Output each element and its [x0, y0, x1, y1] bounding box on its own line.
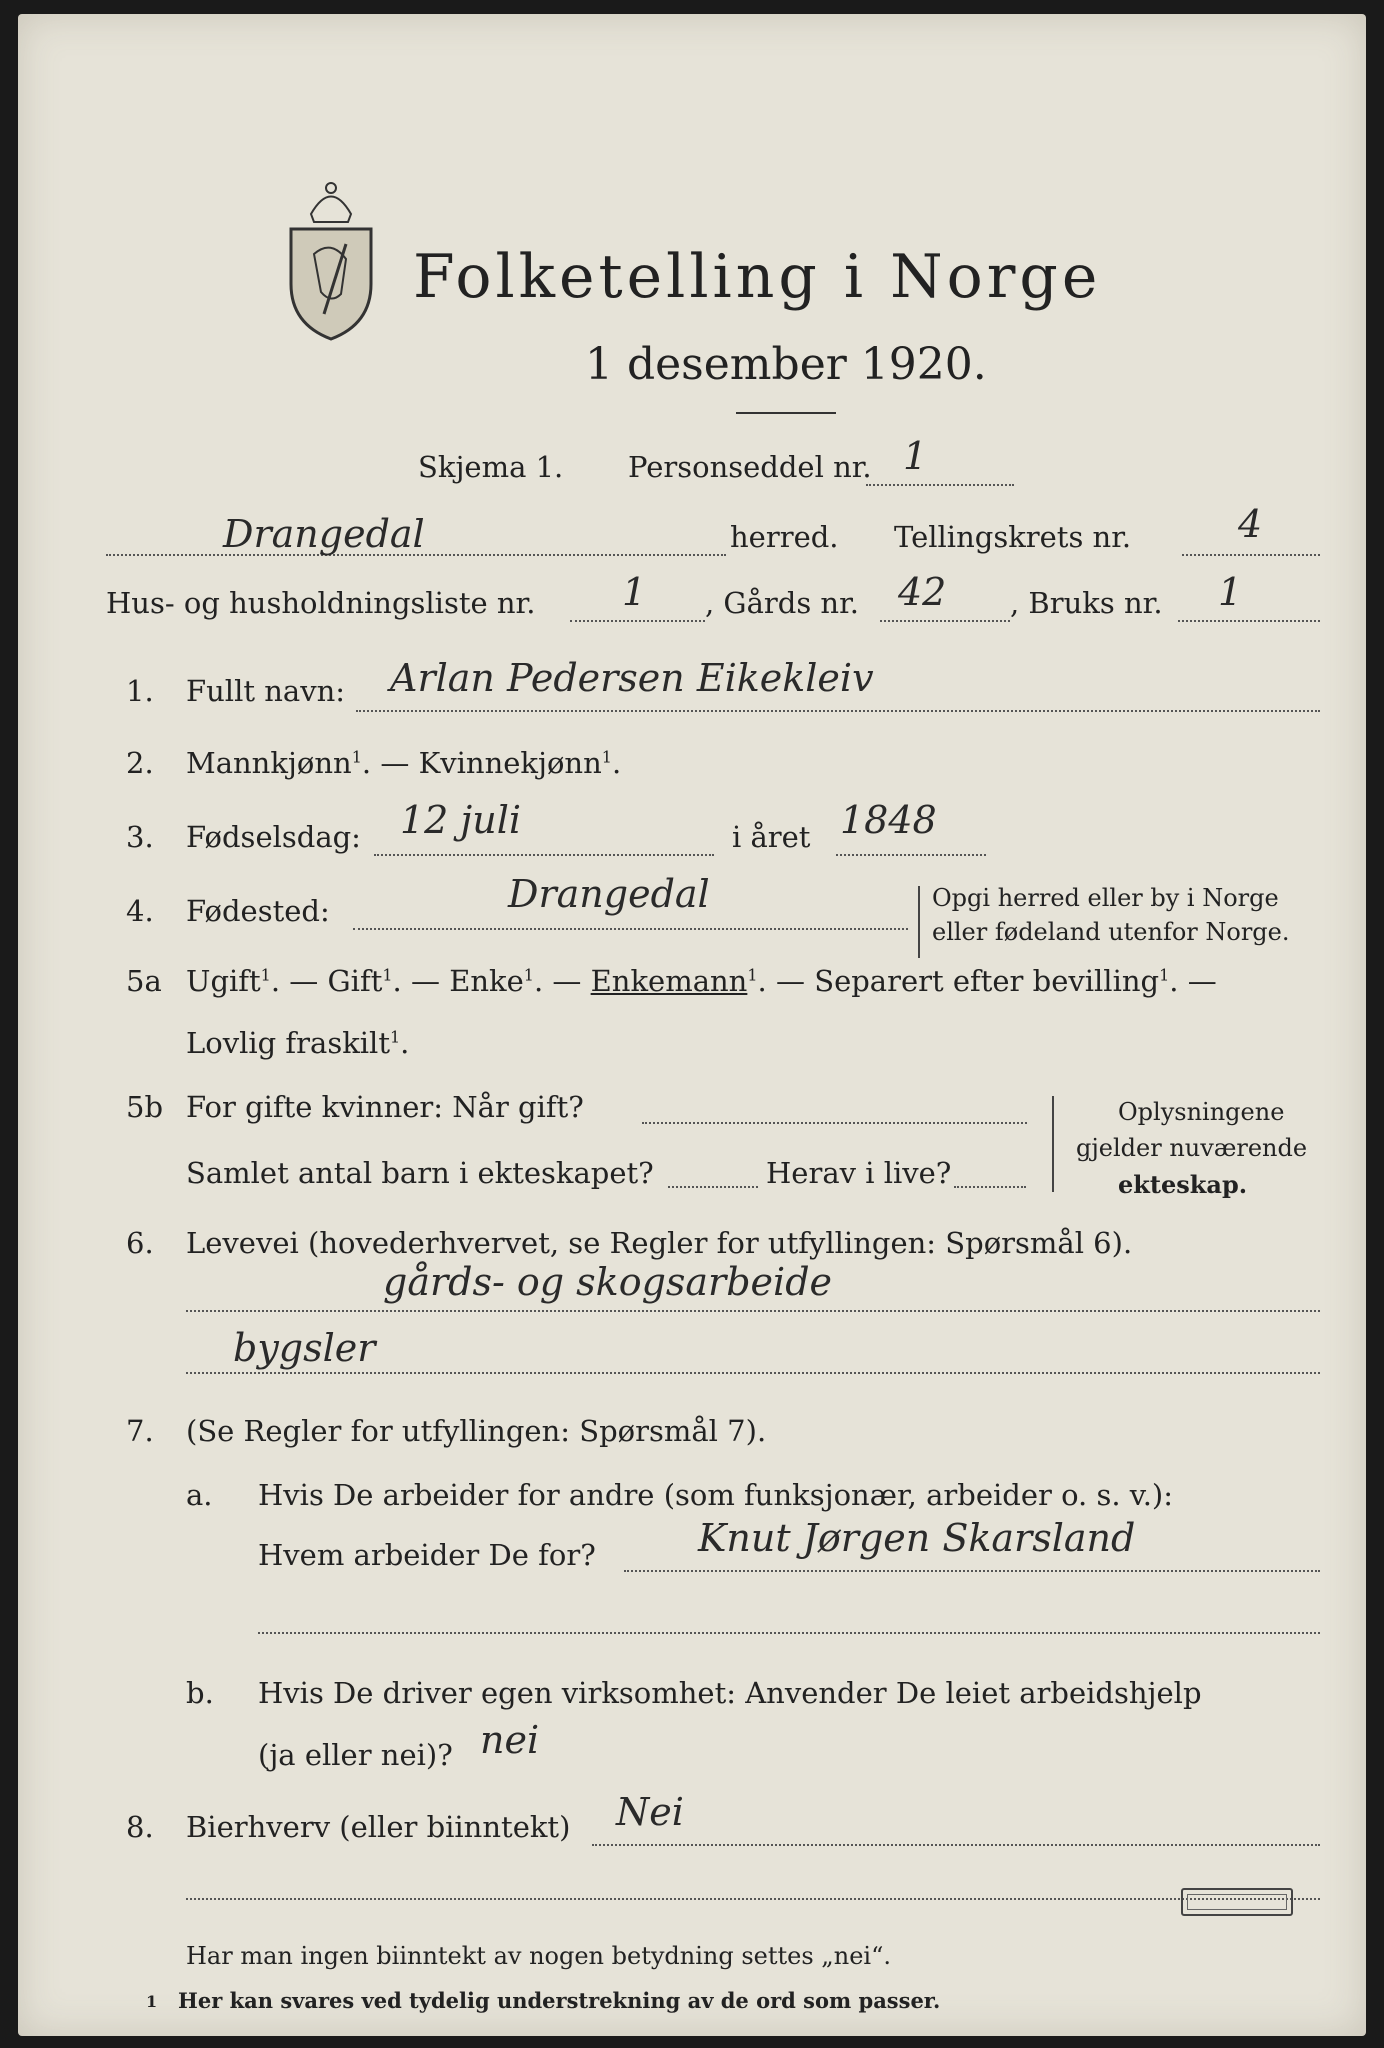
q3-number: 3.	[126, 820, 154, 854]
herred-value[interactable]: Drangedal	[223, 512, 425, 556]
gards-value[interactable]: 42	[898, 570, 947, 614]
q7b-letter: b.	[186, 1676, 214, 1710]
employer-value[interactable]: Knut Jørgen Skarsland	[698, 1516, 1136, 1560]
occupation-value-1[interactable]: gårds- og skogsarbeide	[383, 1260, 833, 1304]
personseddel-label: Personseddel nr.	[628, 450, 872, 484]
q8-number: 8.	[126, 1810, 154, 1844]
footer-note: Har man ingen biinntekt av nogen betydning settes „nei“.	[186, 1942, 891, 1970]
q1-number: 1.	[126, 674, 154, 708]
hus-value[interactable]: 1	[622, 570, 647, 614]
children-label: Samlet antal barn i ekteskapet?	[186, 1156, 654, 1190]
skjema-label: Skjema 1.	[418, 450, 564, 484]
tellingskrets-value[interactable]: 4	[1238, 502, 1263, 546]
form-title: Folketelling i Norge	[413, 242, 1102, 312]
gift-option[interactable]: Gift	[327, 964, 383, 998]
marriage-note-3: ekteskap.	[1118, 1170, 1248, 1199]
q4-label: Fødested:	[186, 894, 330, 928]
male-option[interactable]: Mannkjønn	[186, 746, 352, 780]
footnote-text: Her kan svares ved tydelig understrekning av de ord som passer.	[178, 1988, 941, 2013]
printer-stamp-icon	[1181, 1888, 1293, 1916]
separert-option[interactable]: Separert efter bevilling	[814, 964, 1160, 998]
q5b-label: For gifte kvinner: Når gift?	[186, 1090, 584, 1124]
footnote-mark: 1	[146, 1992, 158, 2011]
q4-number: 4.	[126, 894, 154, 928]
q1-label: Fullt navn:	[186, 674, 346, 708]
occupation-value-2[interactable]: bygsler	[233, 1326, 376, 1370]
year-label: i året	[732, 820, 811, 854]
hus-label: Hus- og husholdningsliste nr.	[106, 586, 536, 620]
q7-label: (Se Regler for utfyllingen: Spørsmål 7).	[186, 1414, 767, 1448]
q6-label: Levevei (hovederhvervet, se Regler for utfyllingen: Spørsmål 6).	[186, 1226, 1133, 1260]
full-name-value[interactable]: Arlan Pedersen Eikekleiv	[390, 656, 874, 700]
gender-options: Mannkjønn$^1$. — Kvinnekjønn$^1$.	[186, 746, 622, 780]
personseddel-value[interactable]: 1	[903, 434, 928, 478]
herred-label: herred.	[730, 520, 839, 554]
bruks-label: , Bruks nr.	[1010, 586, 1163, 620]
birthdate-value[interactable]: 12 juli	[400, 798, 521, 842]
q7b-question: (ja eller nei)?	[258, 1738, 453, 1772]
q5b-number: 5b	[126, 1090, 164, 1124]
marriage-note-2: gjelder nuværende	[1076, 1134, 1308, 1162]
fraskilt-option[interactable]: Lovlig fraskilt	[186, 1026, 390, 1060]
birthplace-note-2: eller fødeland utenfor Norge.	[932, 918, 1290, 946]
q6-number: 6.	[126, 1226, 154, 1260]
census-form-page: Folketelling i Norge 1 desember 1920. Skjema 1. Personseddel nr. 1 Drangedal herred. Tellingskrets nr. 4 Hus- og husholdningsliste nr. 1 , Gårds nr. 42 , Bruks nr. 1 1. Fullt navn: Arlan Pedersen Eikekleiv 2. Mannkjønn$^1$. — Kvinnekjønn$^1$. 3. Fødselsdag: 12 juli i året 1848 4. Fødested: Drangedal Opgi herred eller by i Norge eller fødeland utenfor Norge. 5a Ugift$^1$. — Gift$^1$. — Enke$^1$. — Enkemann$^1$. — Separert efter bevilling$^1$. — Lovlig fraskilt$^1$. 5b For gifte kvinner: Når gift? Samlet antal barn i ekteskapet? Herav i live? Oplysningene gjelder nuværende ekteskap. 6. Levevei (hovederhvervet, se Regler for utfyllingen: Spørsmål 6). gårds- og skogsarbeide bygsler 7. (Se Regler for utfyllingen: Spørsmål 7). a. Hvis De arbeider for andre (som funksjonær, arbeider o. s. v.): Hvem arbeider De for? Knut Jørgen Skarsland b. Hvis De driver egen virksomhet: Anvender De leiet arbeidshjelp (ja eller nei)? nei 8. Bierhverv (eller biinntekt) Nei Har man ingen biinntekt av nogen betydning settes „nei“. 1 Her kan svares ved tydelig understrekning av de ord som passer.	[18, 14, 1366, 2036]
q7b-label: Hvis De driver egen virksomhet: Anvender De leiet arbeidshjelp	[258, 1676, 1202, 1710]
marriage-note-1: Oplysningene	[1118, 1098, 1285, 1126]
gards-label: , Gårds nr.	[705, 586, 859, 620]
q7a-letter: a.	[186, 1478, 213, 1512]
enke-option[interactable]: Enke	[449, 964, 524, 998]
q2-number: 2.	[126, 746, 154, 780]
birthplace-note-1: Opgi herred eller by i Norge	[932, 884, 1279, 912]
female-option[interactable]: Kvinnekjønn	[418, 746, 602, 780]
marital-status-options: Ugift$^1$. — Gift$^1$. — Enke$^1$. — Enkemann$^1$. — Separert efter bevilling$^1$. —	[186, 964, 1217, 998]
birthyear-value[interactable]: 1848	[840, 798, 937, 842]
bruks-value[interactable]: 1	[1218, 570, 1243, 614]
title-rule	[736, 412, 836, 414]
census-date: 1 desember 1920.	[585, 339, 987, 390]
q5a-number: 5a	[126, 964, 162, 998]
side-income-value[interactable]: Nei	[616, 1790, 684, 1834]
ugift-option[interactable]: Ugift	[186, 964, 261, 998]
q7a-question: Hvem arbeider De for?	[258, 1538, 596, 1572]
q8-label: Bierhverv (eller biinntekt)	[186, 1810, 571, 1844]
hired-help-value[interactable]: nei	[480, 1718, 540, 1762]
birthplace-value[interactable]: Drangedal	[508, 872, 710, 916]
alive-label: Herav i live?	[766, 1156, 952, 1190]
q7a-label: Hvis De arbeider for andre (som funksjonær, arbeider o. s. v.):	[258, 1478, 1174, 1512]
coat-of-arms-icon	[276, 174, 386, 344]
q7-number: 7.	[126, 1414, 154, 1448]
enkemann-option[interactable]: Enkemann	[590, 964, 748, 998]
tellingskrets-label: Tellingskrets nr.	[894, 520, 1132, 554]
q3-label: Fødselsdag:	[186, 820, 361, 854]
